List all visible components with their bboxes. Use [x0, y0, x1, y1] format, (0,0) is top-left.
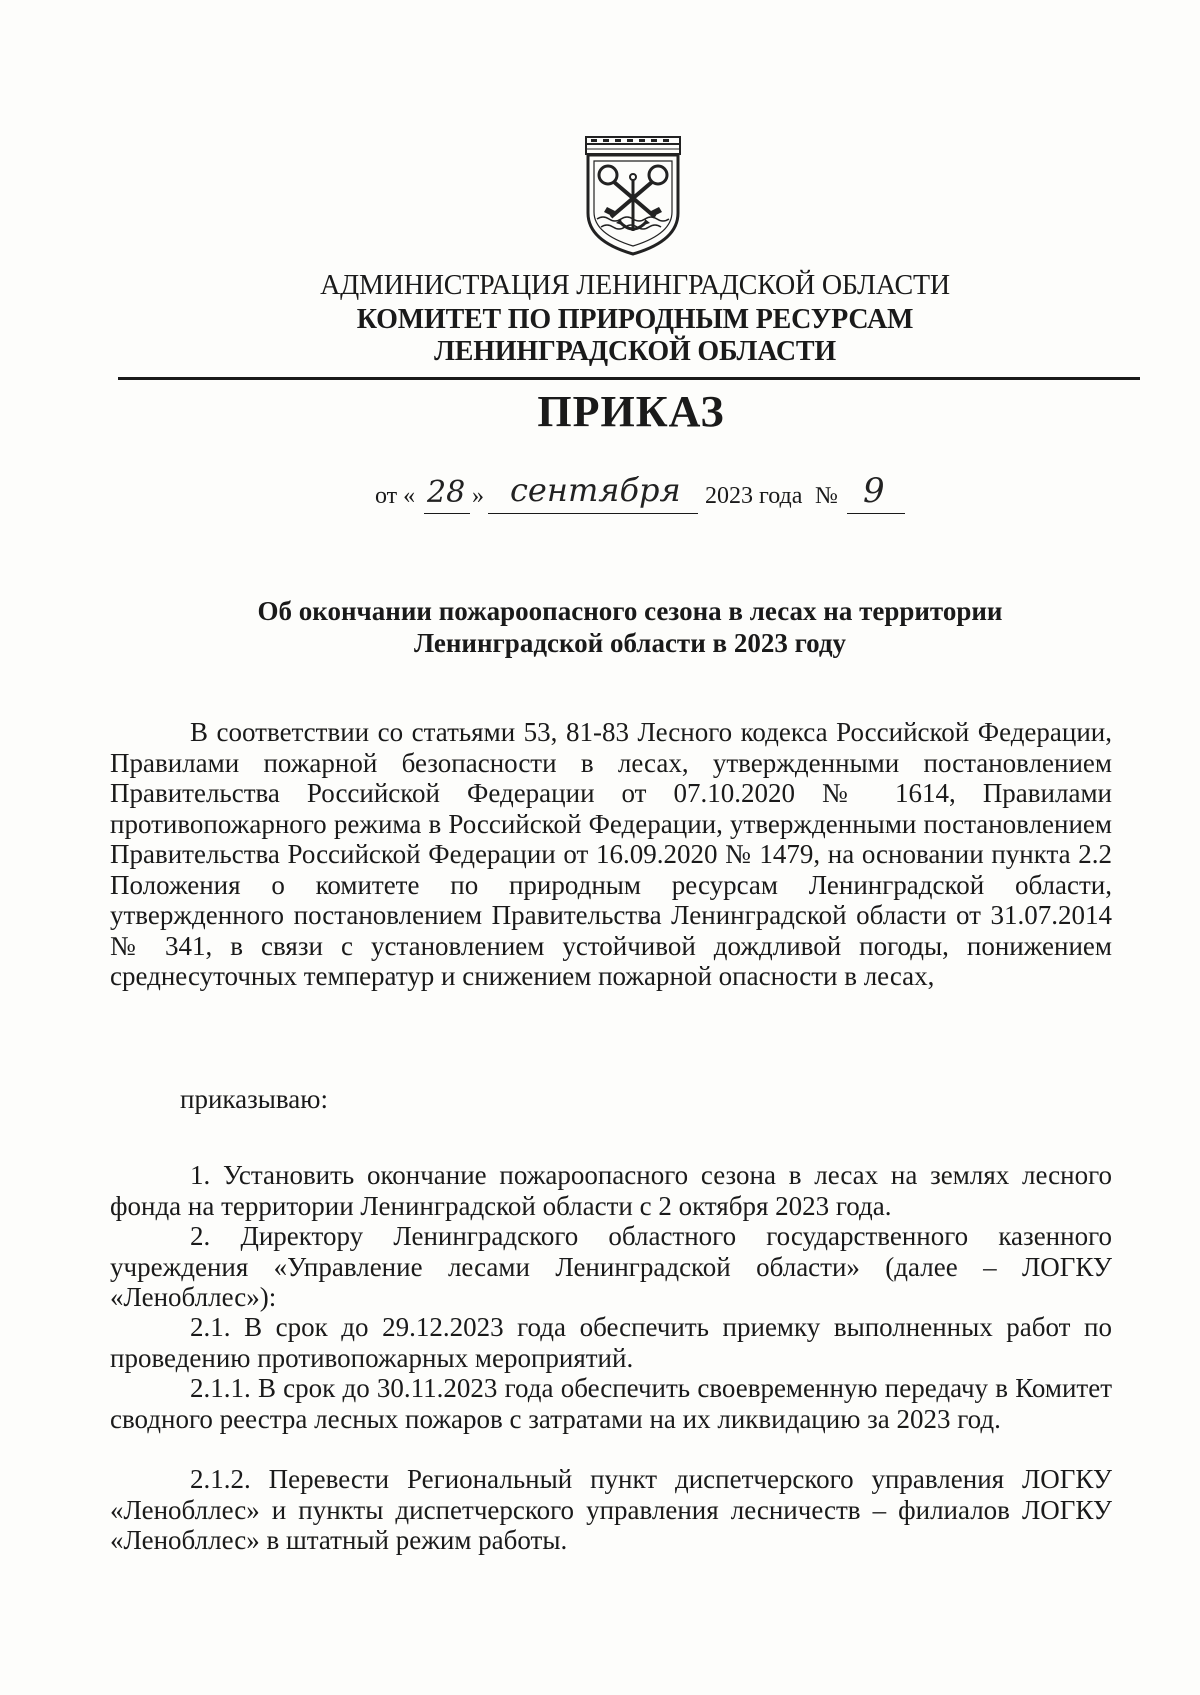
- order-item-2-1: 2.1. В срок до 29.12.2023 года обеспечить приемку выполненных работ по проведению противопожарных мероприятий.: [110, 1312, 1112, 1373]
- org-name-region: ЛЕНИНГРАДСКОЙ ОБЛАСТИ: [434, 336, 836, 367]
- date-year: 2023 года: [705, 483, 803, 509]
- org-name-committee: КОМИТЕТ ПО ПРИРОДНЫМ РЕСУРСАМ: [356, 304, 914, 335]
- order-item-1: 1. Установить окончание пожароопасного сезона в лесах на землях лесного фонда на территории Ленинградской области с 2 октября 2023 года.: [110, 1160, 1112, 1221]
- order-item-2-1-2: 2.1.2. Перевести Региональный пункт диспетчерского управления ЛОГКУ «Ленобллес» и пункты диспетчерского управления лесничеств – филиалов ЛОГКУ «Ленобллес» в штатный режим работы.: [110, 1464, 1112, 1555]
- day-underline: [424, 513, 470, 514]
- number-sign: №: [815, 483, 838, 509]
- number-underline: [847, 513, 905, 514]
- org-name-administration: АДМИНИСТРАЦИЯ ЛЕНИНГРАДСКОЙ ОБЛАСТИ: [320, 270, 950, 301]
- order-number-handwritten: 9: [863, 471, 885, 511]
- order-item-2-1-1: 2.1.1. В срок до 30.11.2023 года обеспечить своевременную передачу в Комитет сводного реестра лесных пожаров с затратами на их ликвидацию за 2023 год.: [110, 1373, 1112, 1434]
- date-prefix: от «: [375, 483, 416, 509]
- order-word: приказываю:: [180, 1084, 328, 1114]
- header-divider: [118, 377, 1140, 380]
- subject-heading-line-1: Об окончании пожароопасного сезона в лесах на территории: [257, 596, 1003, 626]
- subject-heading-line-2: Ленинградской области в 2023 году: [413, 628, 847, 658]
- date-month-handwritten: сентября: [510, 471, 681, 509]
- preamble-paragraph: В соответствии со статьями 53, 81-83 Лесного кодекса Российской Федерации, Правилами пожарной безопасности в лесах, утвержденными постановлением Правительства Российской Федерации от 07.10.2020 № 1614, Правилами противопожарного режима в Российской Федерации, утвержденными постановлением Правительства Российской Федерации от 16.09.2020 № 1479, на основании пункта 2.2 Положения о комитете по природным ресурсам Ленинградской области, утвержденного постановлением Правительства Ленинградской области от 31.07.2014 № 341, в связи с установлением устойчивой дождливой погоды, понижением среднесуточных температур и снижением пожарной опасности в лесах,: [110, 717, 1112, 991]
- date-close-quote: »: [472, 483, 484, 509]
- order-item-2: 2. Директору Ленинградского областного государственного казенного учреждения «Управление лесами Ленинградской области» (далее – ЛОГКУ «Ленобллес»):: [110, 1221, 1112, 1312]
- month-underline: [488, 513, 698, 514]
- document-type-title: ПРИКАЗ: [537, 387, 725, 436]
- leningrad-oblast-coat-of-arms-icon: [583, 135, 683, 257]
- date-day-handwritten: 28: [427, 475, 466, 510]
